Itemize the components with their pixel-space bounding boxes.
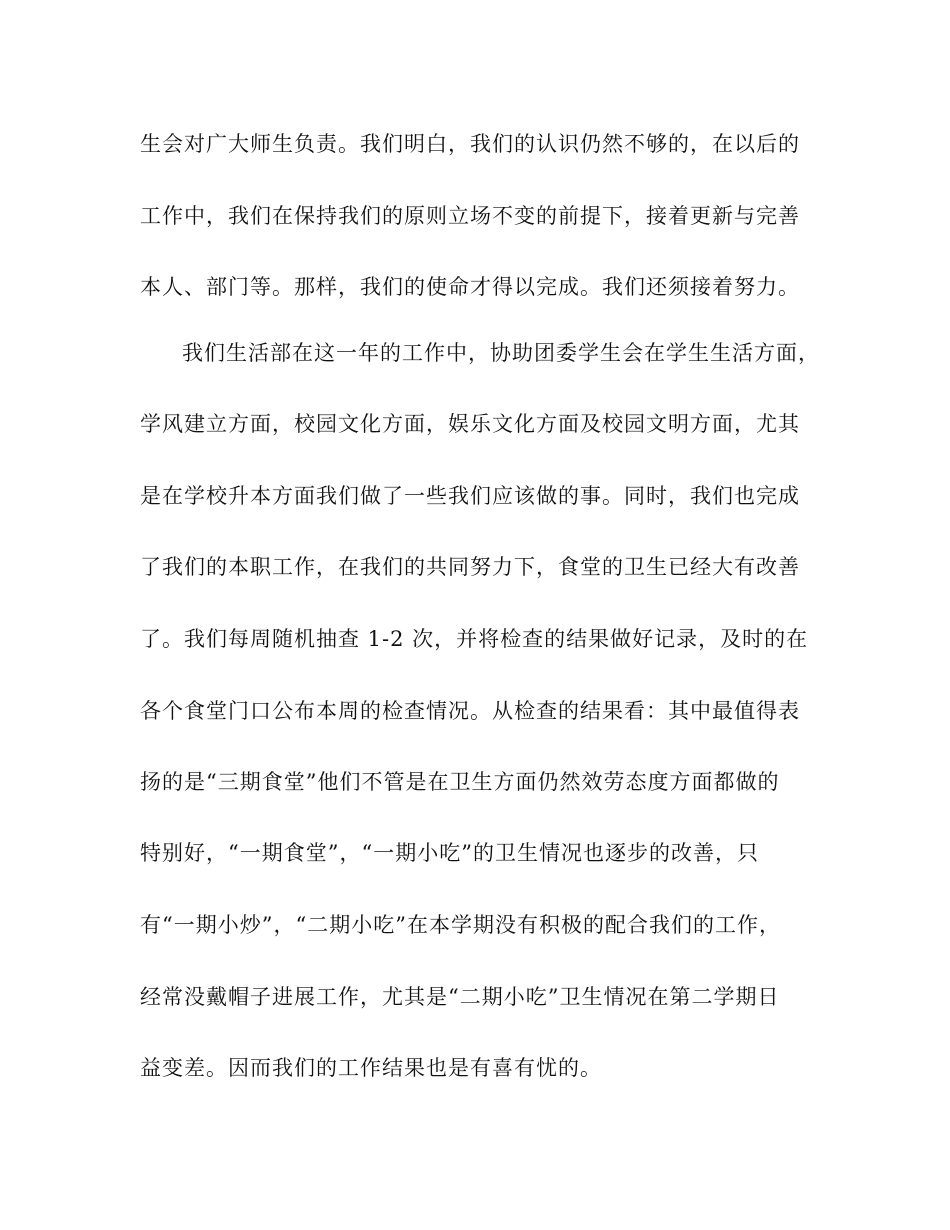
text-line: 是在学校升本方面我们做了一些我们应该做的事。同时，我们也完成 (140, 484, 800, 508)
text-line: 了。我们每周随机抽查 1-2 次，并将检查的结果做好记录，及时的在 (140, 627, 809, 651)
text-line: 学风建立方面，校园文化方面，娱乐文化方面及校园文明方面，尤其 (140, 412, 800, 436)
paragraph-first-line: 我们生活部在这一年的工作中，协助团委学生会在学生生活方面， (182, 341, 820, 365)
text-line: 生会对广大师生负责。我们明白，我们的认识仍然不够的，在以后的 (140, 132, 800, 156)
text-line: 经常没戴帽子进展工作，尤其是“二期小吃”卫生情况在第二学期日 (140, 985, 780, 1009)
text-line: 益变差。因而我们的工作结果也是有喜有忧的。 (140, 1056, 602, 1080)
text-line: 本人、部门等。那样，我们的使命才得以完成。我们还须接着努力。 (140, 275, 800, 299)
text-line: 了我们的本职工作，在我们的共同努力下，食堂的卫生已经大有改善 (140, 555, 800, 579)
text-line: 特别好，“一期食堂”，“一期小吃”的卫生情况也逐步的改善，只 (140, 841, 759, 865)
text-line: 各个食堂门口公布本周的检查情况。从检查的结果看：其中最值得表 (140, 699, 800, 723)
text-line: 工作中，我们在保持我们的原则立场不变的前提下，接着更新与完善 (140, 204, 800, 228)
text-line: 有“一期小炒”，“二期小吃”在本学期没有积极的配合我们的工作， (140, 913, 781, 937)
text-line: 扬的是“三期食堂”他们不管是在卫生方面仍然效劳态度方面都做的 (140, 770, 780, 794)
